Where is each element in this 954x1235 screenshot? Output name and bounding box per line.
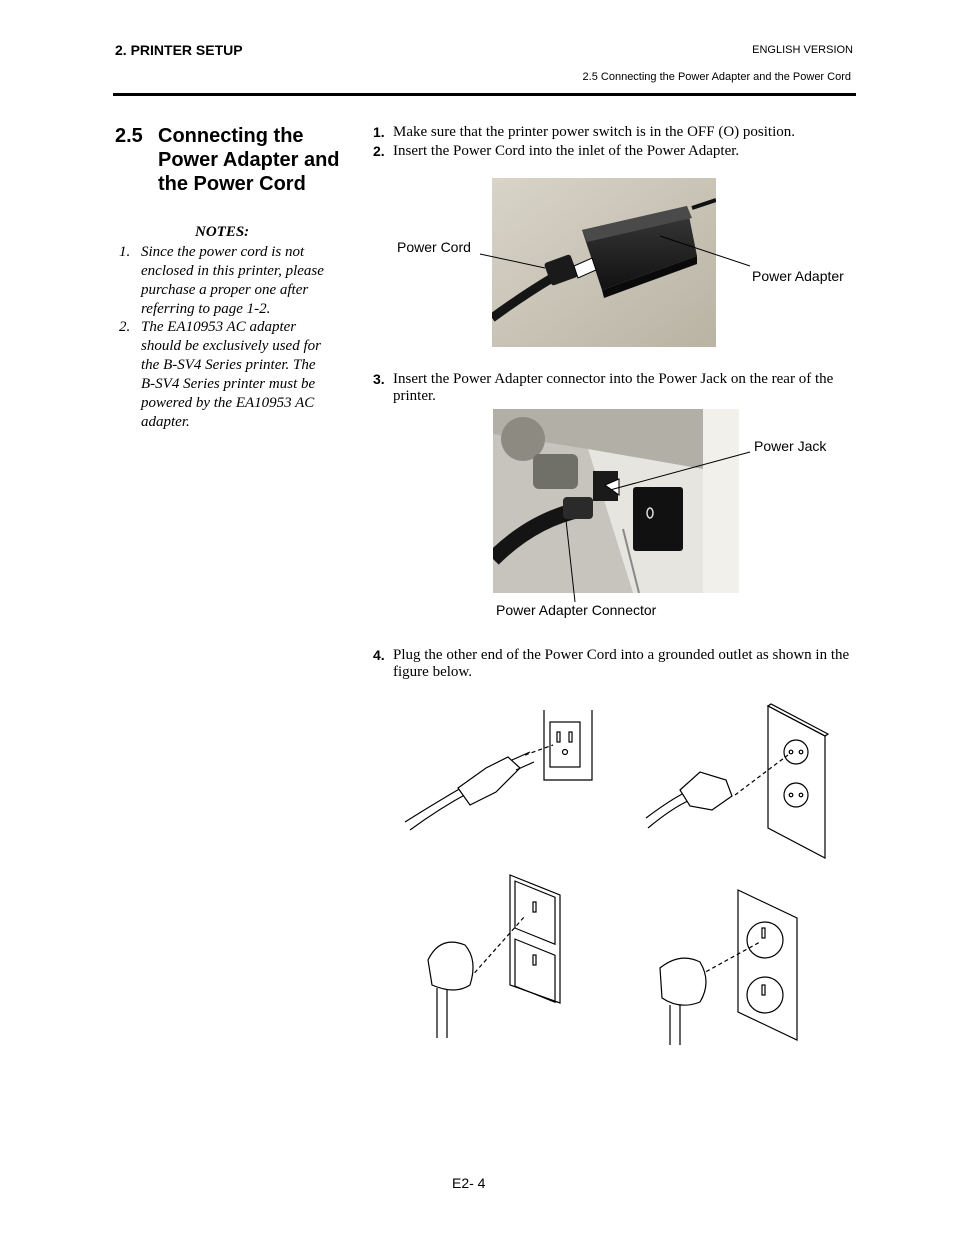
note-item [119, 318, 334, 433]
outlet-type-bs1363-drawing [428, 875, 560, 1038]
header-rule [113, 93, 856, 96]
step-4 [373, 647, 863, 687]
step-text: Insert the Power Cord into the inlet of the Power Adapter. [393, 143, 740, 159]
power-adapter-label: Power Adapter [752, 268, 844, 284]
note-item [119, 243, 334, 323]
outlet-type-schuko-drawing [646, 704, 828, 858]
outlet-type-bs546-drawing [660, 890, 797, 1045]
step-number: 4. [373, 647, 385, 663]
section-title-text: Connecting the Power Adapter and the Power Cord [158, 125, 340, 195]
step-number: 1. [373, 124, 385, 140]
step-text: Make sure that the printer power switch is in the OFF (O) position. [393, 124, 796, 140]
step-3 [373, 371, 863, 411]
section-number: 2.5 [115, 125, 143, 147]
step-1 [373, 124, 863, 144]
step-number: 3. [373, 371, 385, 387]
power-jack-photo [493, 409, 739, 593]
power-cord-label: Power Cord [397, 239, 471, 255]
step-number: 2. [373, 143, 385, 159]
section-reference: 2.5 Connecting the Power Adapter and the Power Cord [582, 71, 851, 83]
note-text: The EA10953 AC adapter should be exclusively used for the B-SV4 Series printer. The B-SV4 Series printer must be powered by the EA10953 AC adapter. [141, 319, 321, 430]
page-number: E2- 4 [452, 1175, 486, 1191]
note-number: 2. [119, 319, 131, 335]
power-jack-label: Power Jack [754, 438, 827, 454]
chapter-header: 2. PRINTER SETUP [115, 42, 243, 58]
step-2 [373, 143, 863, 163]
note-text: Since the power cord is not enclosed in this printer, please purchase a proper one after referring to page 1-2. [141, 244, 324, 317]
step-text: Plug the other end of the Power Cord into a grounded outlet as shown in the figure below. [393, 647, 850, 680]
power-adapter-photo [492, 178, 716, 347]
note-number: 1. [119, 244, 131, 260]
power-adapter-connector-label: Power Adapter Connector [496, 602, 657, 618]
notes-heading: NOTES: [195, 224, 250, 240]
version-label: ENGLISH VERSION [752, 44, 853, 56]
outlet-type-a-drawing [405, 710, 592, 830]
step-text: Insert the Power Adapter connector into the Power Jack on the rear of the printer. [393, 371, 834, 404]
